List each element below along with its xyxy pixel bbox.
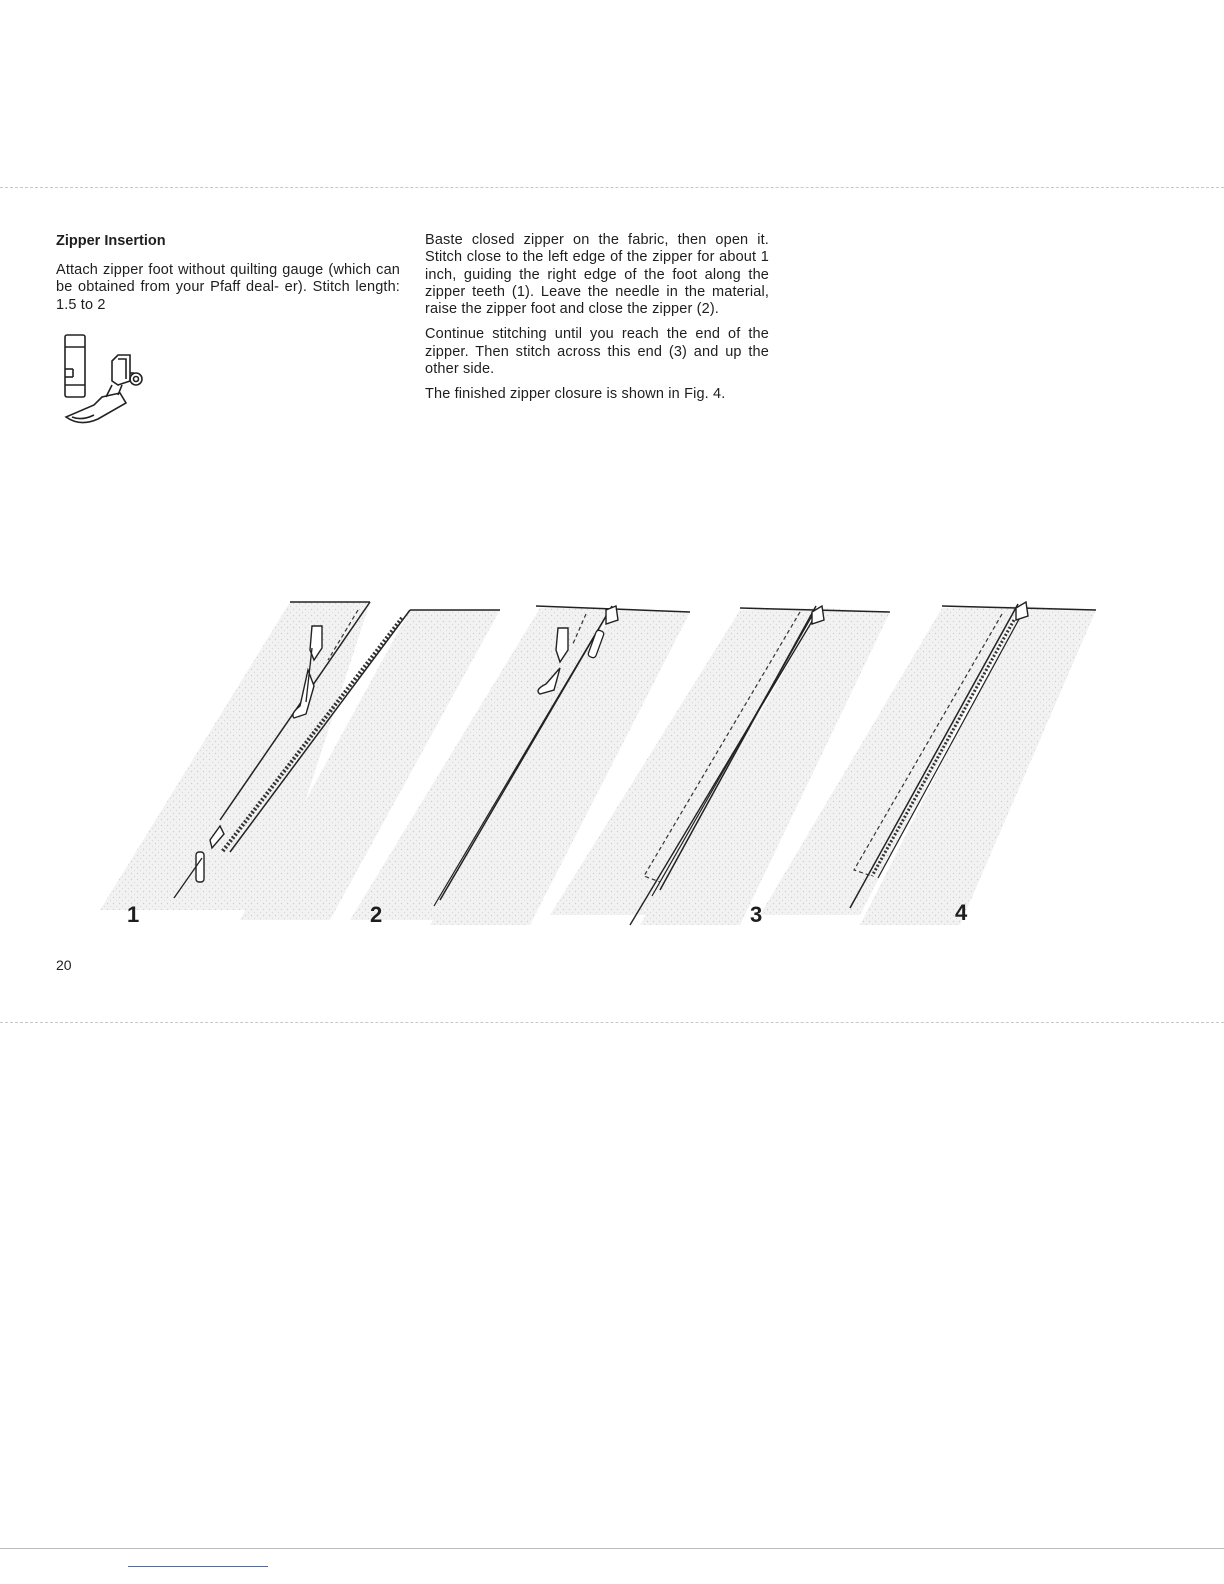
figure-label-4: 4: [955, 900, 968, 925]
page-number: 20: [56, 957, 72, 973]
top-scan-rule: [0, 187, 1224, 188]
instruction-paragraph-3: The finished zipper closure is shown in Fig. 4.: [425, 386, 726, 403]
page-bottom-rule: [0, 1548, 1224, 1549]
right-column: [425, 232, 769, 412]
bottom-scan-rule: [0, 1022, 1224, 1023]
blue-underline: [128, 1566, 268, 1567]
figure-label-3: 3: [750, 902, 763, 927]
instruction-paragraph-2: Continue stitching until you reach the end of the zipper. Then stitch across this end (3) and up the other side.: [425, 326, 769, 378]
figure-label-2: 2: [370, 902, 383, 927]
section-heading: Zipper Insertion: [56, 233, 166, 249]
figure-label-1: 1: [127, 902, 140, 927]
zipper-figures: [100, 590, 1110, 950]
zipper-foot-icon: [60, 333, 160, 428]
left-column: [56, 232, 400, 322]
instruction-paragraph-1: Baste closed zipper on the fabric, then open it. Stitch close to the left edge of the zipper for about 1 inch, guiding the right edge of the foot along the zipper teeth (1). Leave the needle in the material, raise the zipper foot and close the zipper (2).: [425, 232, 769, 318]
foot-instructions: Attach zipper foot without quilting gauge (which can be obtained from your Pfaff deal- er). Stitch length: 1.5 to 2: [56, 262, 400, 313]
